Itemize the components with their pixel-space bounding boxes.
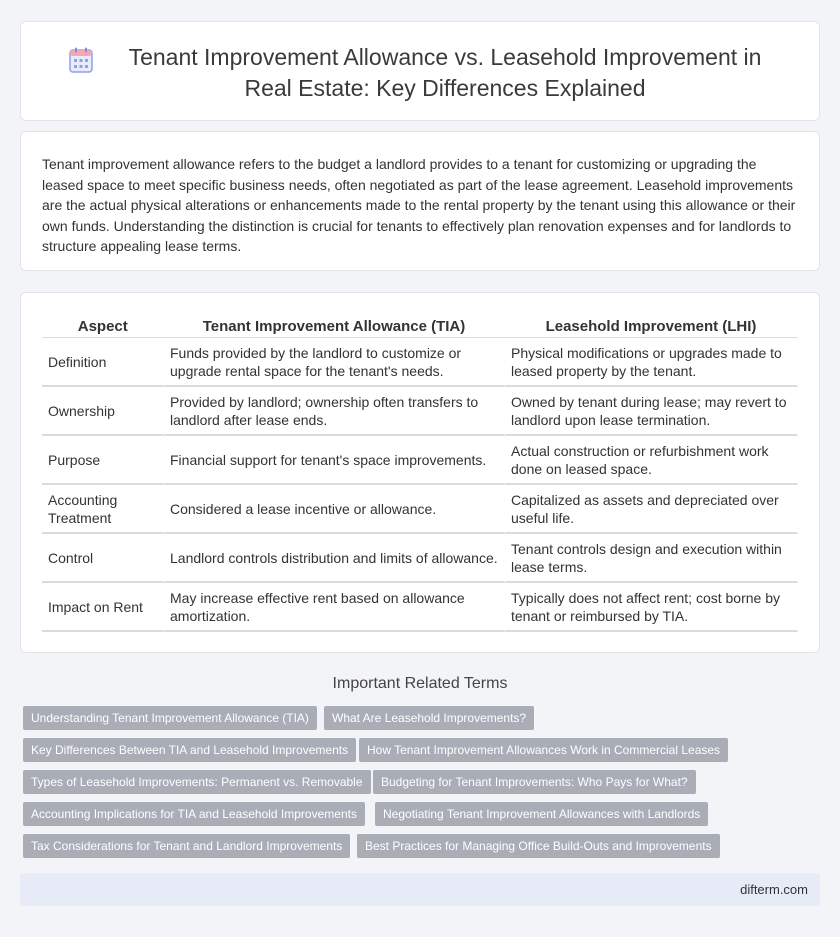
tag-row [23, 834, 823, 866]
table-cell-aspect: Purpose [42, 436, 164, 485]
related-terms-heading: Important Related Terms [332, 675, 508, 692]
tag-row [23, 770, 823, 802]
table-cell-lhi: Physical modifications or upgrades made to leased property by the tenant. [505, 338, 798, 387]
table-row [42, 436, 798, 485]
intro-card [20, 131, 820, 271]
column-header-lhi: Leasehold Improvement (LHI) [505, 313, 798, 338]
related-tag[interactable]: Budgeting for Tenant Improvements: Who Pays for What? [373, 770, 696, 794]
title-card [20, 21, 820, 121]
related-tag[interactable]: Accounting Implications for TIA and Leasehold Improvements [23, 802, 365, 826]
table-cell-lhi: Actual construction or refurbishment work done on leased space. [505, 436, 798, 485]
column-header-tia: Tenant Improvement Allowance (TIA) [164, 313, 505, 338]
table-cell-tia: Considered a lease incentive or allowance. [164, 485, 505, 534]
table-cell-aspect: Definition [42, 338, 164, 387]
tag-row [23, 706, 823, 738]
table-cell-tia: Funds provided by the landlord to customize or upgrade rental space for the tenant's needs. [164, 338, 505, 387]
comparison-table [42, 313, 798, 632]
related-tag[interactable]: Key Differences Between TIA and Leasehold Improvements [23, 738, 356, 762]
table-row [42, 387, 798, 436]
calendar-grid-icon [69, 47, 93, 78]
footer-site-link[interactable]: difterm.com [740, 882, 808, 897]
related-tag[interactable]: What Are Leasehold Improvements? [324, 706, 534, 730]
table-row [42, 338, 798, 387]
table-cell-tia: May increase effective rent based on allowance amortization. [164, 583, 505, 632]
page-title: Tenant Improvement Allowance vs. Leasehold Improvement in Real Estate: Key Differences Explained [128, 44, 762, 101]
table-cell-tia: Landlord controls distribution and limits of allowance. [164, 534, 505, 583]
table-header-row [42, 313, 798, 338]
table-cell-tia: Provided by landlord; ownership often transfers to landlord after lease ends. [164, 387, 505, 436]
table-cell-aspect: Accounting Treatment [42, 485, 164, 534]
footer-bar [20, 873, 820, 906]
related-tag[interactable]: Understanding Tenant Improvement Allowance (TIA) [23, 706, 317, 730]
table-cell-aspect: Ownership [42, 387, 164, 436]
related-terms-list [23, 706, 823, 866]
table-row [42, 583, 798, 632]
tag-row [23, 802, 823, 834]
table-cell-lhi: Tenant controls design and execution within lease terms. [505, 534, 798, 583]
tag-row [23, 738, 823, 770]
table-cell-lhi: Typically does not affect rent; cost borne by tenant or reimbursed by TIA. [505, 583, 798, 632]
related-tag[interactable]: Types of Leasehold Improvements: Permanent vs. Removable [23, 770, 371, 794]
column-header-aspect: Aspect [42, 313, 164, 338]
table-cell-lhi: Owned by tenant during lease; may revert to landlord upon lease termination. [505, 387, 798, 436]
comparison-card [20, 292, 820, 653]
table-cell-tia: Financial support for tenant's space improvements. [164, 436, 505, 485]
table-row [42, 534, 798, 583]
table-cell-aspect: Impact on Rent [42, 583, 164, 632]
table-cell-aspect: Control [42, 534, 164, 583]
related-tag[interactable]: How Tenant Improvement Allowances Work in Commercial Leases [359, 738, 728, 762]
intro-paragraph: Tenant improvement allowance refers to the budget a landlord provides to a tenant for customizing or upgrading the leased space to meet specific business needs, often negotiated as part of the lease agreement. Leasehold improvements are the actual physical alterations or enhancements made to the rental property by the tenant using this allowance or their own funds. Understanding the distinction is crucial for tenants to effectively plan renovation expenses and for landlords to structure appealing lease terms. [42, 156, 796, 255]
related-tag[interactable]: Tax Considerations for Tenant and Landlord Improvements [23, 834, 350, 858]
table-row [42, 485, 798, 534]
related-tag[interactable]: Negotiating Tenant Improvement Allowances with Landlords [375, 802, 708, 826]
table-cell-lhi: Capitalized as assets and depreciated over useful life. [505, 485, 798, 534]
related-tag[interactable]: Best Practices for Managing Office Build-Outs and Improvements [357, 834, 720, 858]
